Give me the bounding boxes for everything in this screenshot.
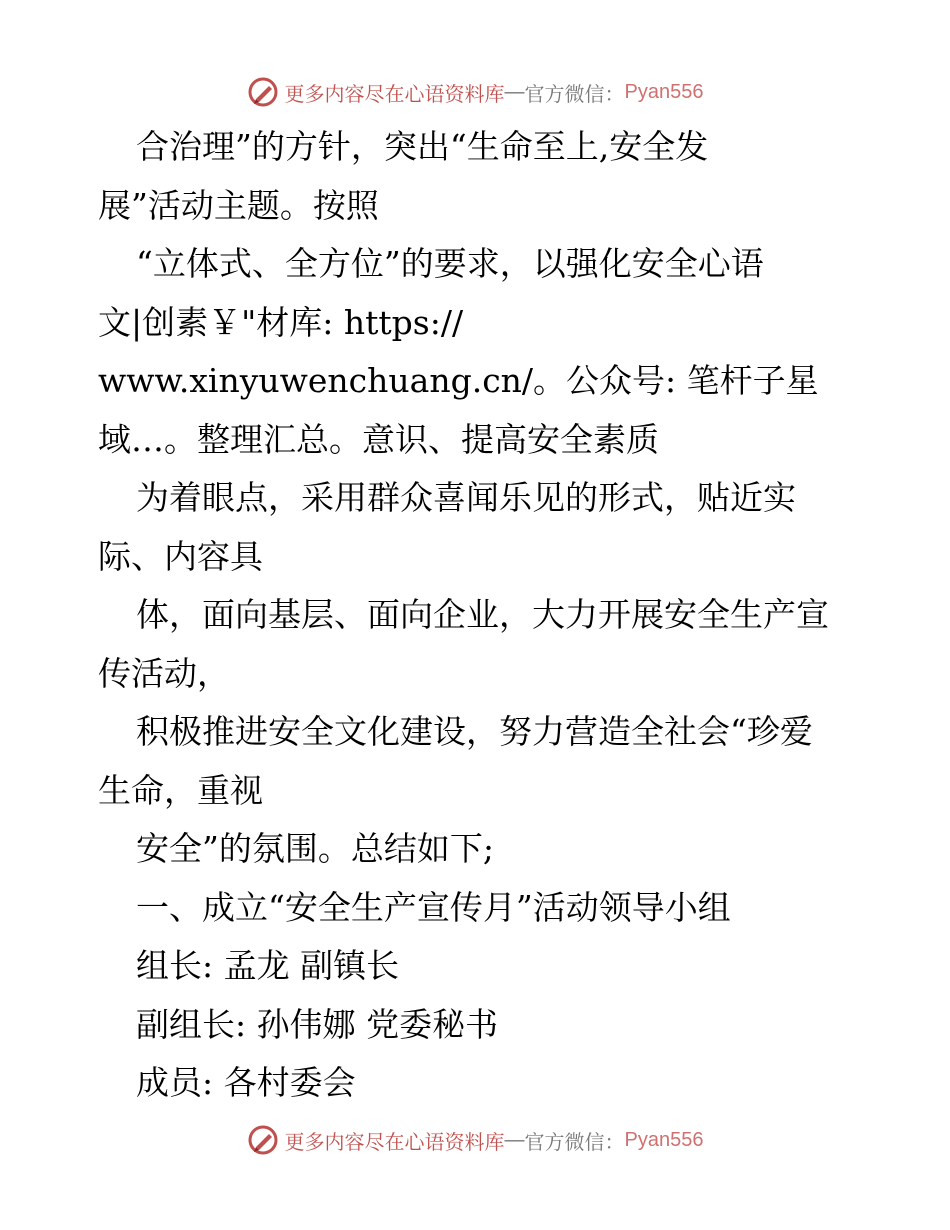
header-brand-text: 更多内容尽在心语资料库 [284, 83, 505, 106]
footer-dash: — [504, 1128, 525, 1151]
body-line: 文|创素￥"材库: https:// [98, 302, 464, 342]
footer-banner [0, 1120, 950, 1160]
header-banner [0, 72, 950, 112]
header-official-label: 官方微信： [524, 83, 625, 106]
body-line: 组长: 孟龙 副镇长 [136, 946, 400, 985]
footer-brand-text: 更多内容尽在心语资料库 [284, 1131, 505, 1154]
pen-seal-logo-icon [247, 1124, 279, 1156]
body-line: 展”活动主题。按照 [98, 185, 379, 225]
body-line: 域…。整理汇总。意识、提高安全素质 [98, 419, 659, 459]
body-line: “立体式、全方位”的要求，以强化安全心语 [136, 244, 764, 283]
body-line: 体，面向基层、面向企业，大力开展安全生产宣 [136, 595, 829, 634]
body-line: 合治理”的方针，突出“生命至上,安全发 [136, 127, 709, 166]
header-wechat-id: Pyan556 [624, 80, 704, 103]
body-line: 传活动， [98, 653, 230, 693]
document-body [98, 118, 898, 1113]
footer-official-label: 官方微信： [524, 1131, 625, 1154]
body-line: 为着眼点，采用群众喜闻乐见的形式，贴近实 [136, 478, 796, 517]
section-heading: 一、成立“安全生产宣传月”活动领导小组 [136, 887, 731, 927]
body-line: 生命，重视 [98, 770, 263, 810]
body-line: 安全”的氛围。总结如下; [136, 829, 494, 868]
body-line: 副组长: 孙伟娜 党委秘书 [136, 1004, 499, 1044]
body-line: 成员: 各村委会 [136, 1063, 356, 1102]
body-line: www.xinyuwenchuang.cn/。公众号: 笔杆子星 [98, 361, 819, 400]
footer-wechat-id: Pyan556 [624, 1128, 704, 1151]
header-dash: — [504, 80, 525, 103]
pen-seal-logo-icon [247, 76, 279, 108]
body-line: 际、内容具 [98, 536, 263, 576]
body-line: 积极推进安全文化建设，努力营造全社会“珍爱 [136, 712, 813, 751]
